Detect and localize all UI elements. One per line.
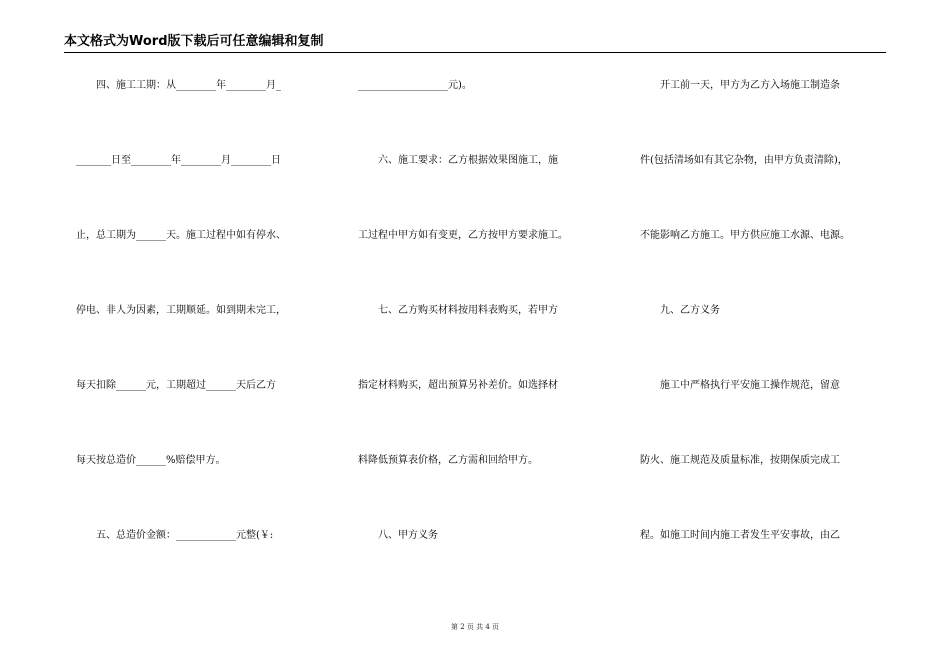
text-line: 每天按总造价______%赔偿甲方。 xyxy=(76,455,226,466)
text-line: 五、总造价金额：____________元整(￥: xyxy=(76,530,274,541)
text-line: 工过程中甲方如有变更，乙方按甲方要求施工。 xyxy=(358,230,568,241)
text-line: __________________元)。 xyxy=(358,80,472,91)
text-line: _______日至________年________月________日 xyxy=(76,155,281,166)
text-line: 四、施工工期：从________年________月_ xyxy=(76,80,281,91)
text-line: 不能影响乙方施工。甲方供应施工水源、电源。 xyxy=(640,230,850,241)
text-line: 程。如施工时间内施工者发生平安事故，由乙 xyxy=(640,530,840,541)
text-line: 九、乙方义务 xyxy=(640,305,720,316)
text-line: 停电、非人为因素，工期顺延。如到期未完工， xyxy=(76,305,286,316)
header-title: 本文格式为Word版下载后可任意编辑和复制 xyxy=(64,34,324,49)
text-line: 七、乙方购买材料按用料表购买，若甲方 xyxy=(358,305,558,316)
text-line: 件(包括清场如有其它杂物，由甲方负责清除)， xyxy=(640,155,848,166)
text-line: 指定材料购买，超出预算另补差价。如选择材 xyxy=(358,380,558,391)
text-line: 料降低预算表价格，乙方需和回给甲方。 xyxy=(358,455,538,466)
text-line: 六、施工要求：乙方根据效果图施工，施 xyxy=(358,155,558,166)
page-number: 第 2 页 共 4 页 xyxy=(450,623,500,631)
text-line: 八、甲方义务 xyxy=(358,530,438,541)
text-line: 止，总工期为______天。施工过程中如有停水、 xyxy=(76,230,286,241)
text-line: 防火、施工规范及质量标准，按期保质完成工 xyxy=(640,455,840,466)
text-line: 每天扣除______元，工期超过______天后乙方 xyxy=(76,380,276,391)
text-line: 施工中严格执行平安施工操作规范，留意 xyxy=(640,380,840,391)
text-line: 开工前一天，甲方为乙方入场施工制造条 xyxy=(640,80,840,91)
page-header xyxy=(64,34,886,53)
